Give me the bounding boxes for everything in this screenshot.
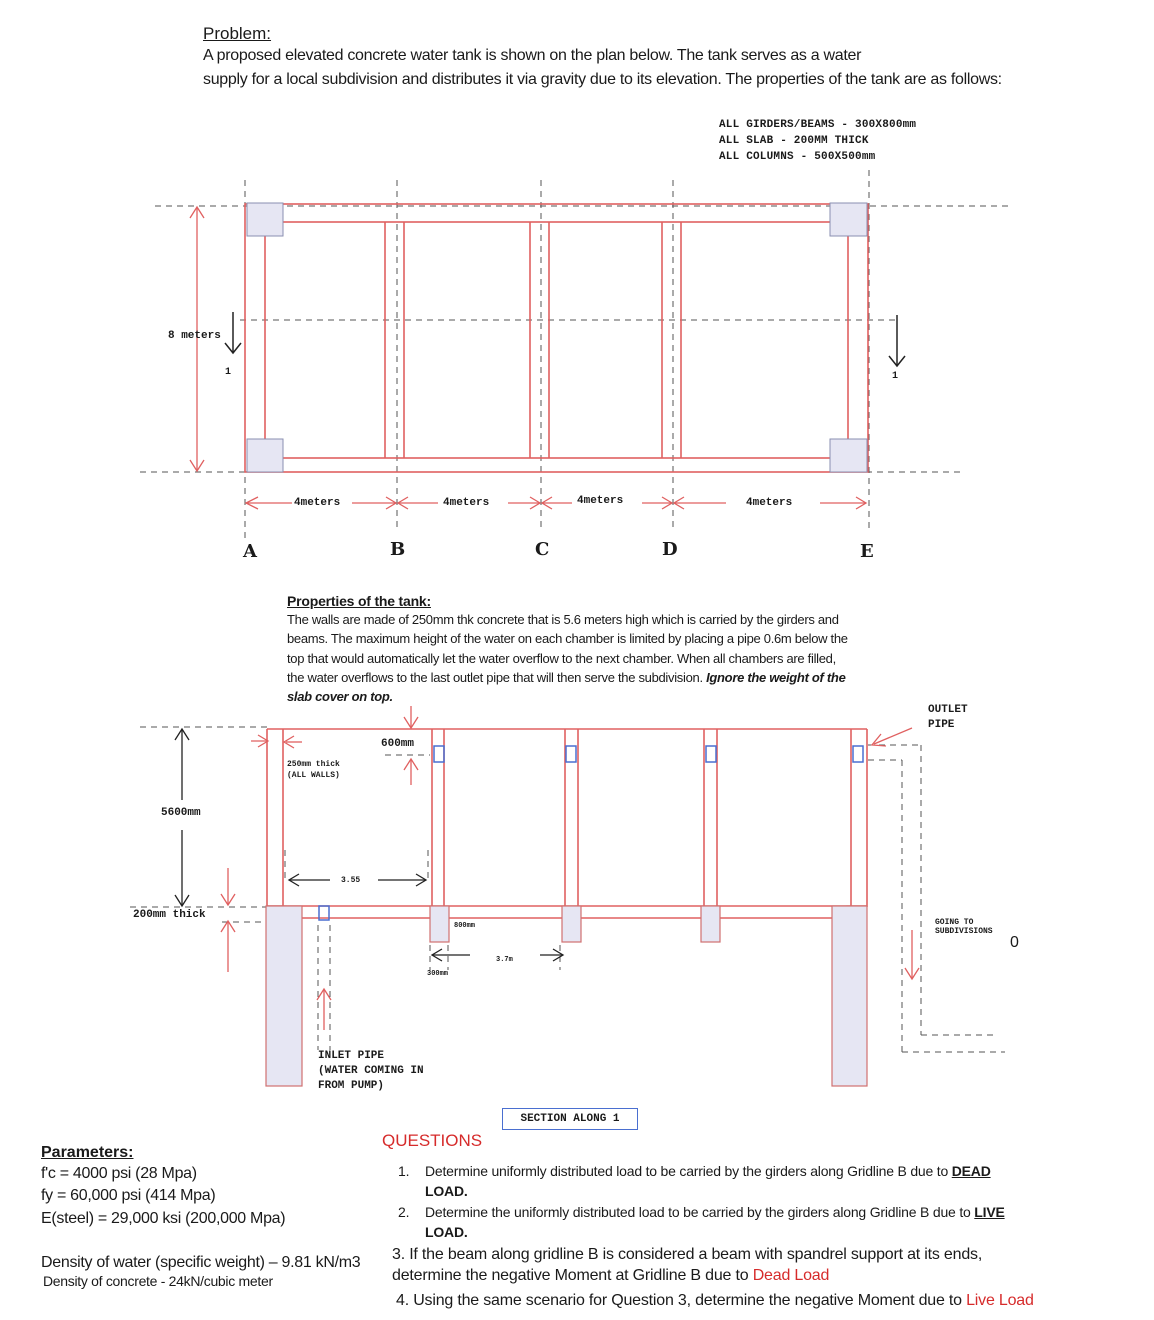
param-fy: fy = 60,000 psi (414 Mpa) — [41, 1187, 216, 1204]
spec-girders: ALL GIRDERS/BEAMS - 300X800mm — [719, 119, 917, 131]
gridline-label-d: D — [662, 539, 678, 560]
wall-thickness-label-2: (ALL WALLS) — [287, 771, 340, 780]
q2-line — [425, 1204, 1005, 1220]
q1-tail: LOAD. — [425, 1183, 468, 1199]
section-caption: SECTION ALONG 1 — [502, 1108, 638, 1130]
label-beam-300mm: 300mm — [427, 970, 449, 978]
q1-text: Determine uniformly distributed load to be carried by the girders along Gridline B due to — [425, 1163, 952, 1179]
q4-line — [396, 1292, 1034, 1310]
properties-ignore-note: Ignore the weight of the — [706, 670, 846, 685]
section-dim-arrows — [175, 729, 563, 961]
plan-girders — [245, 204, 868, 472]
overflow-pipes — [319, 746, 863, 920]
properties-title: Properties of the tank: — [287, 593, 431, 609]
q2-tail: LOAD. — [425, 1224, 468, 1240]
dim-8m-label: 8 meters — [168, 330, 221, 342]
label-5600mm: 5600mm — [161, 807, 201, 819]
section-mark-left: 1 — [225, 367, 232, 378]
q3-text: determine the negative Moment at Gridline B due to — [392, 1267, 753, 1284]
inlet-label-2: (WATER COMING IN — [318, 1065, 424, 1077]
properties-line-4-text: the water overflows to the last outlet pipe that will then serve the subdivision. — [287, 670, 707, 685]
q1-number: 1. — [398, 1163, 410, 1179]
inlet-label-3: FROM PUMP) — [318, 1080, 385, 1092]
q2-number: 2. — [398, 1204, 410, 1220]
properties-line-2: beams. The maximum height of the water on each chamber is limited by placing a pipe 0.6m below the — [287, 631, 848, 646]
span-label-de: 4meters — [746, 497, 793, 509]
section-mark-right: 1 — [892, 371, 899, 382]
label-slab-200mm: 200mm thick — [133, 909, 206, 921]
plan-columns — [247, 203, 867, 472]
q3-line-2 — [392, 1267, 829, 1285]
parameters-title: Parameters: — [41, 1144, 134, 1161]
outlet-label-1: OUTLET — [928, 704, 968, 716]
spec-slab: ALL SLAB - 200MM THICK — [719, 135, 869, 147]
label-clear-span: 3.55 — [341, 876, 361, 885]
properties-line-3: top that would automatically let the water overflow to the next chamber. When all chambers are filled, — [287, 651, 836, 666]
q3-line-1: 3. If the beam along gridline B is considered a beam with spandrel support at its ends, — [392, 1246, 983, 1263]
spec-columns: ALL COLUMNS - 500X500mm — [719, 151, 876, 163]
gridline-label-b: B — [390, 539, 406, 560]
param-water-density: Density of water (specific weight) – 9.81 kN/m3 — [41, 1254, 361, 1271]
questions-title: QUESTIONS — [382, 1131, 483, 1150]
problem-line-1: A proposed elevated concrete water tank is shown on the plan below. The tank serves as a water — [203, 47, 862, 64]
problem-title: Problem: — [203, 24, 272, 43]
section-beams — [268, 906, 866, 942]
going-label-1: GOING TO — [935, 918, 974, 927]
q1-key: DEAD — [951, 1163, 991, 1179]
section-red-arrows — [221, 706, 919, 1030]
problem-line-2: supply for a local subdivision and distributes it via gravity due to its elevation. The properties of the tank are as follows: — [203, 71, 1002, 88]
properties-line-1: The walls are made of 250mm thk concrete that is 5.6 meters high which is carried by the girders and — [287, 612, 839, 627]
gridline-label-a: A — [243, 541, 257, 562]
label-beam-800mm: 800mm — [454, 922, 476, 930]
span-label-cd: 4meters — [577, 495, 624, 507]
going-label-2: SUBDIVISIONS — [935, 927, 993, 936]
q2-text: Determine the uniformly distributed load to be carried by the girders along Gridline B due to — [425, 1204, 975, 1220]
param-es: E(steel) = 29,000 ksi (200,000 Mpa) — [41, 1210, 286, 1227]
q2-key: LIVE — [974, 1204, 1005, 1220]
param-concrete-density: Density of concrete - 24kN/cubic meter — [43, 1273, 273, 1289]
label-span-3-7m: 3.7m — [496, 956, 513, 964]
span-label-bc: 4meters — [443, 497, 490, 509]
q4-text: 4. Using the same scenario for Question 3, determine the negative Moment due to — [396, 1292, 967, 1309]
q3-red: Dead Load — [752, 1267, 830, 1284]
properties-line-5: slab cover on top. — [287, 689, 393, 704]
properties-line-4 — [287, 670, 846, 685]
inlet-label-1: INLET PIPE — [318, 1050, 385, 1062]
label-600mm: 600mm — [381, 738, 415, 750]
plan-view-drawing — [0, 0, 1154, 580]
gridline-label-e: E — [860, 541, 874, 562]
outlet-label-2: PIPE — [928, 719, 955, 731]
gridline-label-c: C — [535, 539, 550, 560]
q1-line — [425, 1163, 991, 1179]
section-dash-lines — [130, 727, 1005, 1052]
param-fc: f'c = 4000 psi (28 Mpa) — [41, 1165, 197, 1182]
section-tank-walls — [267, 729, 867, 918]
span-label-ab: 4meters — [294, 497, 341, 509]
stray-zero-mark: 0 — [1010, 934, 1019, 951]
q4-red: Live Load — [966, 1292, 1034, 1309]
wall-thickness-label-1: 250mm thick — [287, 760, 340, 769]
